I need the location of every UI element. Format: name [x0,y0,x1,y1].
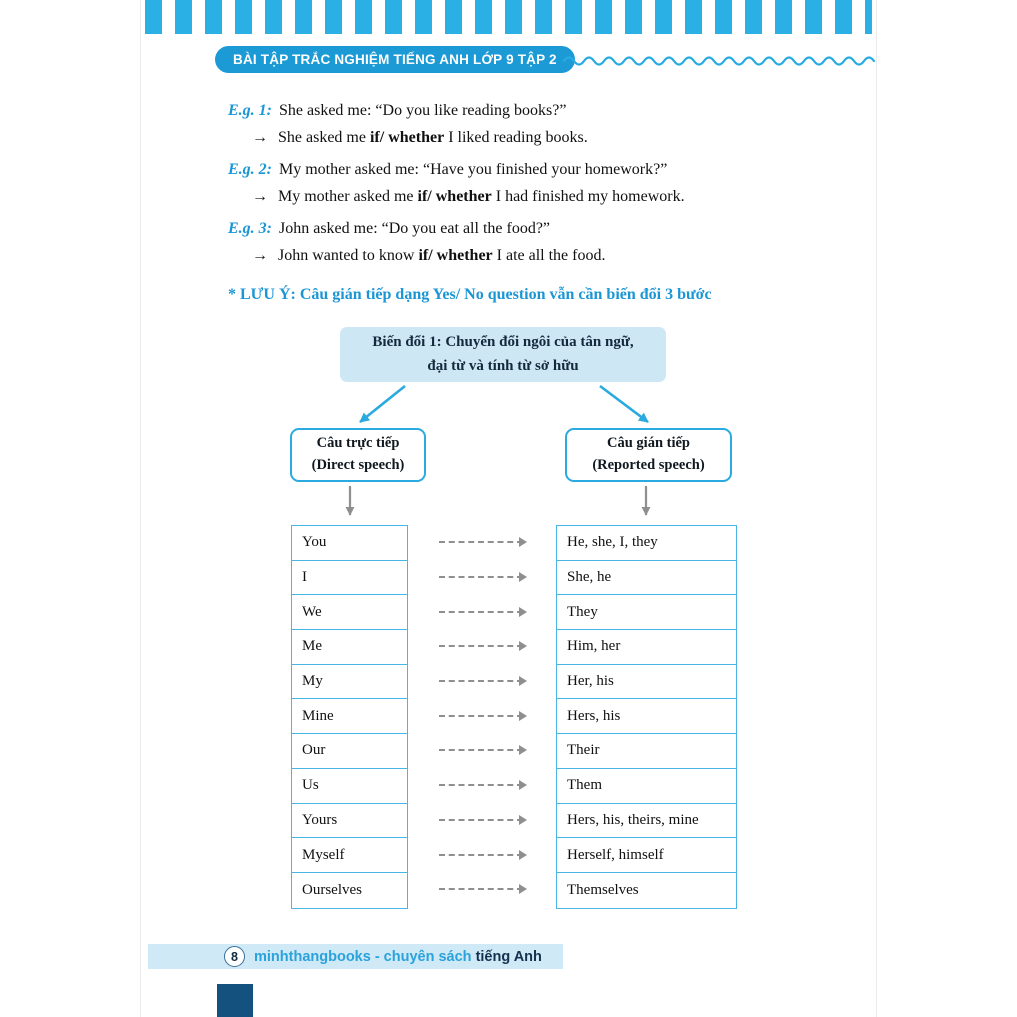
reported-post: I had finished my homework. [491,188,685,205]
wavy-line-decoration [562,53,878,67]
publisher-brand [254,949,542,965]
dashed-arrow [426,560,536,595]
direct-speech-text: My mother asked me: “Have you finished your homework?” [279,161,668,178]
footer-bar [148,944,563,969]
note-luu-y: * LƯU Ý: Câu gián tiếp dạng Yes/ No question vẫn cần biến đổi 3 bước [228,286,712,303]
transform-rule-line1: Biến đổi 1: Chuyển đổi ngôi của tân ngữ, [372,334,634,351]
direct-speech-text: John asked me: “Do you eat all the food?” [279,220,551,237]
reported-bold: if/ whether [369,129,445,146]
reported-pre: She asked me [278,129,370,146]
reported-cell: Their [557,734,736,769]
reported-cell: Her, his [557,665,736,700]
direct-cell: You [292,526,407,561]
example-reported-line [228,183,685,210]
reported-speech-box [565,428,732,482]
direct-cell: I [292,561,407,596]
page-number-badge: 8 [224,946,245,967]
reported-cell: He, she, I, they [557,526,736,561]
example-direct-line [228,156,685,183]
example-3 [228,215,605,269]
reported-cell: She, he [557,561,736,596]
example-1 [228,97,588,151]
reported-post: I liked reading books. [444,129,588,146]
corner-decoration [217,984,253,1017]
dashed-arrow [426,768,536,803]
direct-cell: My [292,665,407,700]
direct-speech-box-line1: Câu trực tiếp [316,435,400,452]
example-direct-line [228,215,605,242]
reported-bold: if/ whether [418,247,493,264]
dashed-arrow [426,664,536,699]
chapter-title-banner: BÀI TẬP TRẮC NGHIỆM TIẾNG ANH LỚP 9 TẬP 2 [215,46,575,73]
direct-cell: We [292,595,407,630]
reported-cell: They [557,595,736,630]
dashed-arrow [426,698,536,733]
direct-cell: Our [292,734,407,769]
direct-speech-text: She asked me: “Do you like reading books?” [279,102,567,119]
direct-cell: Myself [292,838,407,873]
arrow-symbol: → [252,129,268,146]
reported-cell: Themselves [567,881,639,898]
direct-speech-box-line2: (Direct speech) [311,457,405,473]
transform-rule-box [340,327,666,382]
dashed-arrow [426,803,536,838]
direct-cell: Ourselves [302,881,362,898]
example-direct-line [228,97,588,124]
reported-post: I ate all the food. [492,247,606,264]
example-reported-line [228,242,605,269]
reported-cell: Him, her [557,630,736,665]
dashed-arrow [426,629,536,664]
direct-speech-box [290,428,426,482]
dashed-arrow [426,525,536,560]
reported-cell: Hers, his, theirs, mine [557,804,736,839]
page-edge-right [876,0,877,1017]
brand-regular: minhthangbooks - chuyên sách [254,948,476,965]
direct-cell: Mine [292,699,407,734]
reported-cell: Herself, himself [557,838,736,873]
direct-cell: Us [292,769,407,804]
brand-bold: tiếng Anh [475,948,542,965]
reported-pre: John wanted to know [278,247,419,264]
reported-speech-box-line2: (Reported speech) [592,457,705,473]
arrow-symbol: → [252,247,268,264]
reported-speech-box-line1: Câu gián tiếp [607,435,690,452]
reported-column [556,525,737,909]
direct-cell: Me [292,630,407,665]
dashed-arrow [426,837,536,872]
example-label: E.g. 3: [228,220,272,237]
arrow-symbol: → [252,188,268,205]
example-label: E.g. 1: [228,102,272,119]
decorative-stripe-band [145,0,872,34]
direct-cell: Yours [292,804,407,839]
direct-column [291,525,408,909]
example-label: E.g. 2: [228,161,272,178]
reported-cell: Hers, his [557,699,736,734]
dashed-arrow [426,872,536,907]
example-2 [228,156,685,210]
dashed-arrow [426,594,536,629]
reported-pre: My mother asked me [278,188,418,205]
dashed-arrow [426,733,536,768]
reported-bold: if/ whether [417,188,492,205]
page-edge-left [140,0,141,1017]
transform-rule-line2: đại từ và tính từ sở hữu [427,357,579,374]
reported-cell: Them [557,769,736,804]
arrow-column [426,525,536,907]
example-reported-line [228,124,588,151]
